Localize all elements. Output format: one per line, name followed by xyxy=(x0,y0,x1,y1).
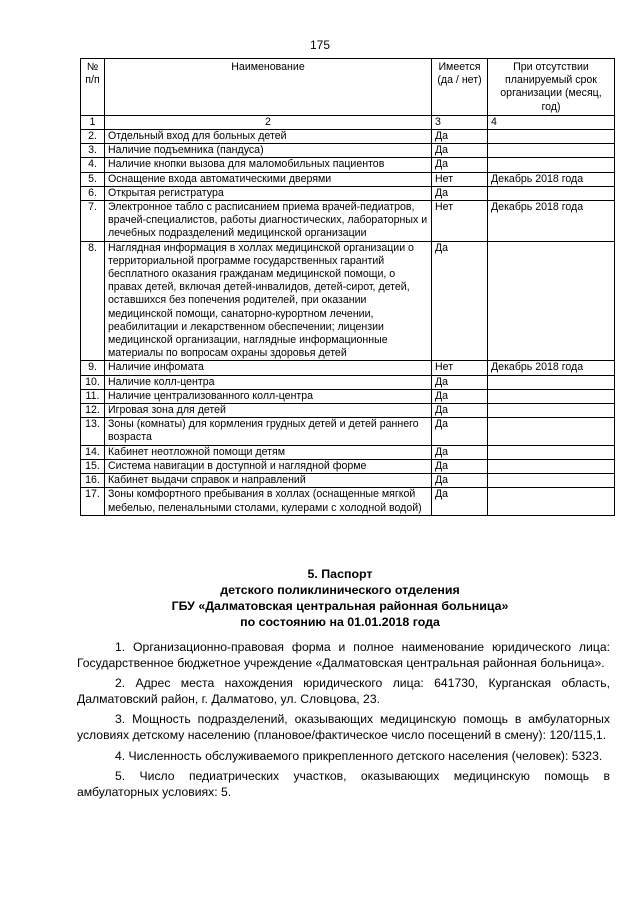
table-row xyxy=(81,445,615,459)
row-term xyxy=(488,186,615,200)
index-cell: 3 xyxy=(432,115,488,129)
row-name: Наличие подъемника (пандуса) xyxy=(105,144,432,158)
row-number: 2. xyxy=(81,130,105,144)
row-name: Кабинет выдачи справок и направлений xyxy=(105,474,432,488)
row-number: 11. xyxy=(81,389,105,403)
section-title-line: 5. Паспорт xyxy=(307,567,373,581)
row-number: 10. xyxy=(81,375,105,389)
row-has: Да xyxy=(432,445,488,459)
row-has: Да xyxy=(432,158,488,172)
row-name: Кабинет неотложной помощи детям xyxy=(105,445,432,459)
row-has: Да xyxy=(432,488,488,515)
header-has: Имеется (да / нет) xyxy=(432,59,488,116)
table-index-row xyxy=(81,115,615,129)
row-number: 9. xyxy=(81,361,105,375)
table-row xyxy=(81,459,615,473)
row-term xyxy=(488,418,615,445)
row-name: Электронное табло с расписанием приема врачей-педиатров, врачей-специалистов, работы диагностических, лабораторных и лечебных подразделений медицинской организации xyxy=(105,201,432,242)
row-has: Да xyxy=(432,241,488,361)
row-name: Наличие кнопки вызова для маломобильных пациентов xyxy=(105,158,432,172)
section-title-line: детского поликлинического отделения xyxy=(220,583,460,597)
header-term: При отсутствии планируемый срок организации (месяц, год) xyxy=(488,59,615,116)
row-term xyxy=(488,375,615,389)
row-number: 8. xyxy=(81,241,105,361)
row-has: Да xyxy=(432,375,488,389)
row-name: Наличие централизованного колл-центра xyxy=(105,389,432,403)
row-has: Да xyxy=(432,459,488,473)
row-number: 16. xyxy=(81,474,105,488)
paragraph: 3. Мощность подразделений, оказывающих медицинскую помощь в амбулаторных условиях детскому населению (плановое/фактическое число посещений в смену): 120/115,1. xyxy=(77,712,610,742)
row-number: 6. xyxy=(81,186,105,200)
row-has: Нет xyxy=(432,172,488,186)
table-row xyxy=(81,488,615,515)
row-name: Система навигации в доступной и наглядной форме xyxy=(105,459,432,473)
table-row xyxy=(81,375,615,389)
row-name: Оснащение входа автоматическими дверями xyxy=(105,172,432,186)
row-term xyxy=(488,404,615,418)
table-row xyxy=(81,418,615,445)
row-term xyxy=(488,241,615,361)
table-row xyxy=(81,201,615,242)
passport-paragraphs xyxy=(77,640,610,805)
paragraph: 5. Число педиатрических участков, оказывающих медицинскую помощь в амбулаторных условиях: 5. xyxy=(77,769,610,799)
row-term xyxy=(488,144,615,158)
row-number: 3. xyxy=(81,144,105,158)
section-title-line: ГБУ «Далматовская центральная районная больница» xyxy=(171,599,509,613)
equipment-table xyxy=(80,58,615,516)
row-term xyxy=(488,474,615,488)
table-row xyxy=(81,144,615,158)
table-row xyxy=(81,186,615,200)
index-cell: 4 xyxy=(488,115,615,129)
row-name: Зоны комфортного пребывания в холлах (оснащенные мягкой мебелью, пеленальными столами, кулерами с холодной водой) xyxy=(105,488,432,515)
row-number: 4. xyxy=(81,158,105,172)
table-row xyxy=(81,474,615,488)
row-has: Да xyxy=(432,130,488,144)
row-has: Да xyxy=(432,186,488,200)
row-name: Наглядная информация в холлах медицинской организации о территориальной программе государственных гарантий бесплатного оказания гражданам медицинской помощи, о правах детей, включая детей-инвалидов, детей-сирот, детей, оставшихся без попечения родителей, при оказании медицинской помощи, санаторно-курортном лечении, реабилитации и лекарственном обеспечении; лицензии медицинской организации, наглядные информационные материалы по вопросам охраны здоровья детей xyxy=(105,241,432,361)
table-row xyxy=(81,130,615,144)
row-has: Да xyxy=(432,389,488,403)
row-term: Декабрь 2018 года xyxy=(488,172,615,186)
table-row xyxy=(81,241,615,361)
table-row xyxy=(81,404,615,418)
section-title xyxy=(60,566,620,630)
row-term: Декабрь 2018 года xyxy=(488,201,615,242)
row-term xyxy=(488,445,615,459)
row-has: Да xyxy=(432,418,488,445)
row-term xyxy=(488,459,615,473)
row-name: Зоны (комнаты) для кормления грудных детей и детей раннего возраста xyxy=(105,418,432,445)
index-cell: 1 xyxy=(81,115,105,129)
row-term xyxy=(488,488,615,515)
header-name: Наименование xyxy=(105,59,432,116)
row-term: Декабрь 2018 года xyxy=(488,361,615,375)
table-row xyxy=(81,361,615,375)
row-number: 14. xyxy=(81,445,105,459)
row-number: 5. xyxy=(81,172,105,186)
paragraph: 4. Численность обслуживаемого прикрепленного детского населения (человек): 5323. xyxy=(115,748,603,763)
row-number: 7. xyxy=(81,201,105,242)
row-number: 13. xyxy=(81,418,105,445)
paragraph: 2. Адрес места нахождения юридического лица: 641730, Курганская область, Далматовский район, г. Далматово, ул. Словцова, 23. xyxy=(77,676,610,706)
row-has: Да xyxy=(432,144,488,158)
row-has: Да xyxy=(432,404,488,418)
table-row xyxy=(81,158,615,172)
header-num: № п/п xyxy=(81,59,105,116)
row-term xyxy=(488,130,615,144)
table-row xyxy=(81,172,615,186)
index-cell: 2 xyxy=(105,115,432,129)
row-has: Да xyxy=(432,474,488,488)
row-number: 17. xyxy=(81,488,105,515)
row-name: Наличие колл-центра xyxy=(105,375,432,389)
row-number: 12. xyxy=(81,404,105,418)
row-name: Отдельный вход для больных детей xyxy=(105,130,432,144)
row-name: Открытая регистратура xyxy=(105,186,432,200)
table-header-row xyxy=(81,59,615,116)
row-term xyxy=(488,389,615,403)
row-number: 15. xyxy=(81,459,105,473)
row-name: Наличие инфомата xyxy=(105,361,432,375)
row-name: Игровая зона для детей xyxy=(105,404,432,418)
row-has: Нет xyxy=(432,361,488,375)
page-number: 175 xyxy=(309,38,331,52)
row-term xyxy=(488,158,615,172)
row-has: Нет xyxy=(432,201,488,242)
section-title-line: по состоянию на 01.01.2018 года xyxy=(240,615,440,629)
table-row xyxy=(81,389,615,403)
paragraph: 1. Организационно-правовая форма и полное наименование юридического лица: Государственное бюджетное учреждение «Далматовская центральная районная больница». xyxy=(77,640,610,670)
